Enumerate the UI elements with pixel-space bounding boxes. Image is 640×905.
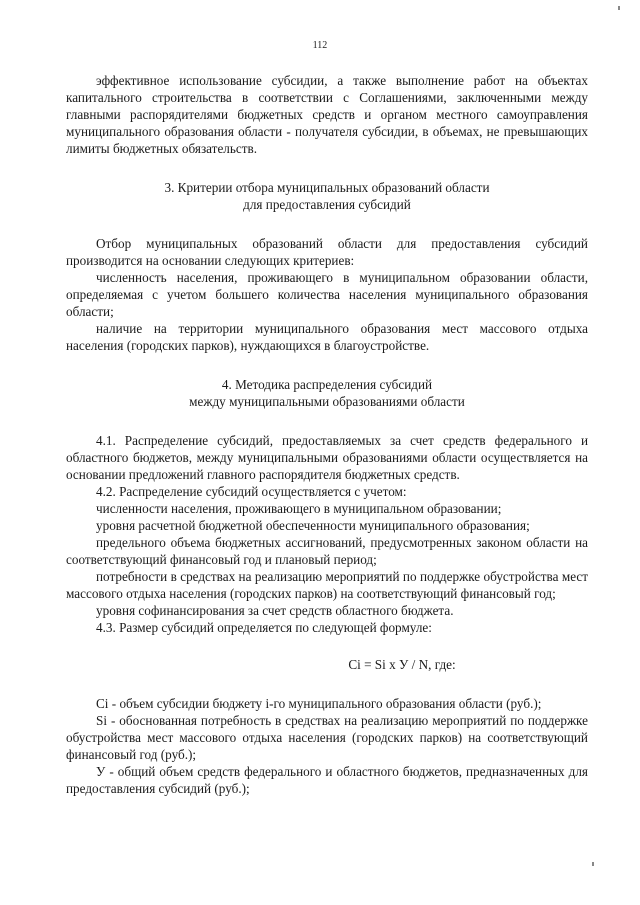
formula (66, 656, 588, 673)
section-3-title-line-2: для предоставления субсидий (243, 197, 411, 212)
document-body (66, 72, 588, 797)
section-4-paragraph: предельного объема бюджетных ассигнований, предусмотренных законом области на соответствующий финансовый год и плановый период; (66, 535, 588, 567)
section-4-paragraph: уровня софинансирования за счет средств областного бюджета. (96, 603, 454, 618)
page-number: 112 (312, 40, 328, 51)
section-3-paragraph: численность населения, проживающего в муниципальном образовании области, определяемая с учетом большего количества населения муниципального образования области; (66, 270, 588, 319)
section-3-paragraph: Отбор муниципальных образований области для предоставления субсидий производится на основании следующих критериев: (66, 236, 588, 268)
section-4-paragraph: 4.1. Распределение субсидий, предоставляемых за счет средств федерального и областного бюджетов, между муниципальными образованиями области осуществляется на основании предложений главного распорядителя бюджетных средств. (66, 433, 588, 482)
section-4-title-line-2: между муниципальными образованиями области (189, 394, 465, 409)
section-3-title (66, 179, 588, 213)
section-4-paragraph: численности населения, проживающего в муниципальном образовании; (96, 501, 502, 516)
section-3-title-line-1: 3. Критерии отбора муниципальных образований области (164, 180, 490, 195)
section-4-paragraph: уровня расчетной бюджетной обеспеченности муниципального образования; (96, 518, 530, 533)
definition-item: Si - обоснованная потребность в средствах на реализацию мероприятий по поддержке обустройства мест массового отдыха населения (городских парков) на соответствующий финансовый год (руб.); (66, 713, 588, 762)
section-4-title-line-1: 4. Методика распределения субсидий (221, 377, 433, 392)
definition-item: Ci - объем субсидии бюджету i-го муниципального образования области (руб.); (96, 696, 542, 711)
formula-text: Ci = Si x У / N, где: (348, 657, 456, 672)
scan-speck (618, 6, 620, 10)
section-3-paragraph: наличие на территории муниципального образования мест массового отдыха населения (городских парков), нуждающихся в благоустройстве. (66, 321, 588, 353)
section-4-paragraph: 4.2. Распределение субсидий осуществляется с учетом: (96, 484, 407, 499)
definition-item: У - общий объем средств федерального и областного бюджетов, предназначенных для предоставления субсидий (руб.); (66, 764, 588, 796)
section-4-paragraph: потребности в средствах на реализацию мероприятий по поддержке обустройства мест массового отдыха населения (городских парков) на соответствующий финансовый год; (66, 569, 588, 601)
section-4-title (66, 376, 588, 410)
intro-paragraph: эффективное использование субсидии, а также выполнение работ на объектах капитального строительства в соответствии с Соглашениями, заключенными между главными распорядителями бюджетных средств и органом местного самоуправления муниципального образования области - получателя субсидии, в объемах, не превышающих лимиты бюджетных обязательств. (66, 73, 588, 156)
scan-speck (592, 862, 594, 866)
section-4-paragraph: 4.3. Размер субсидий определяется по следующей формуле: (96, 620, 432, 635)
